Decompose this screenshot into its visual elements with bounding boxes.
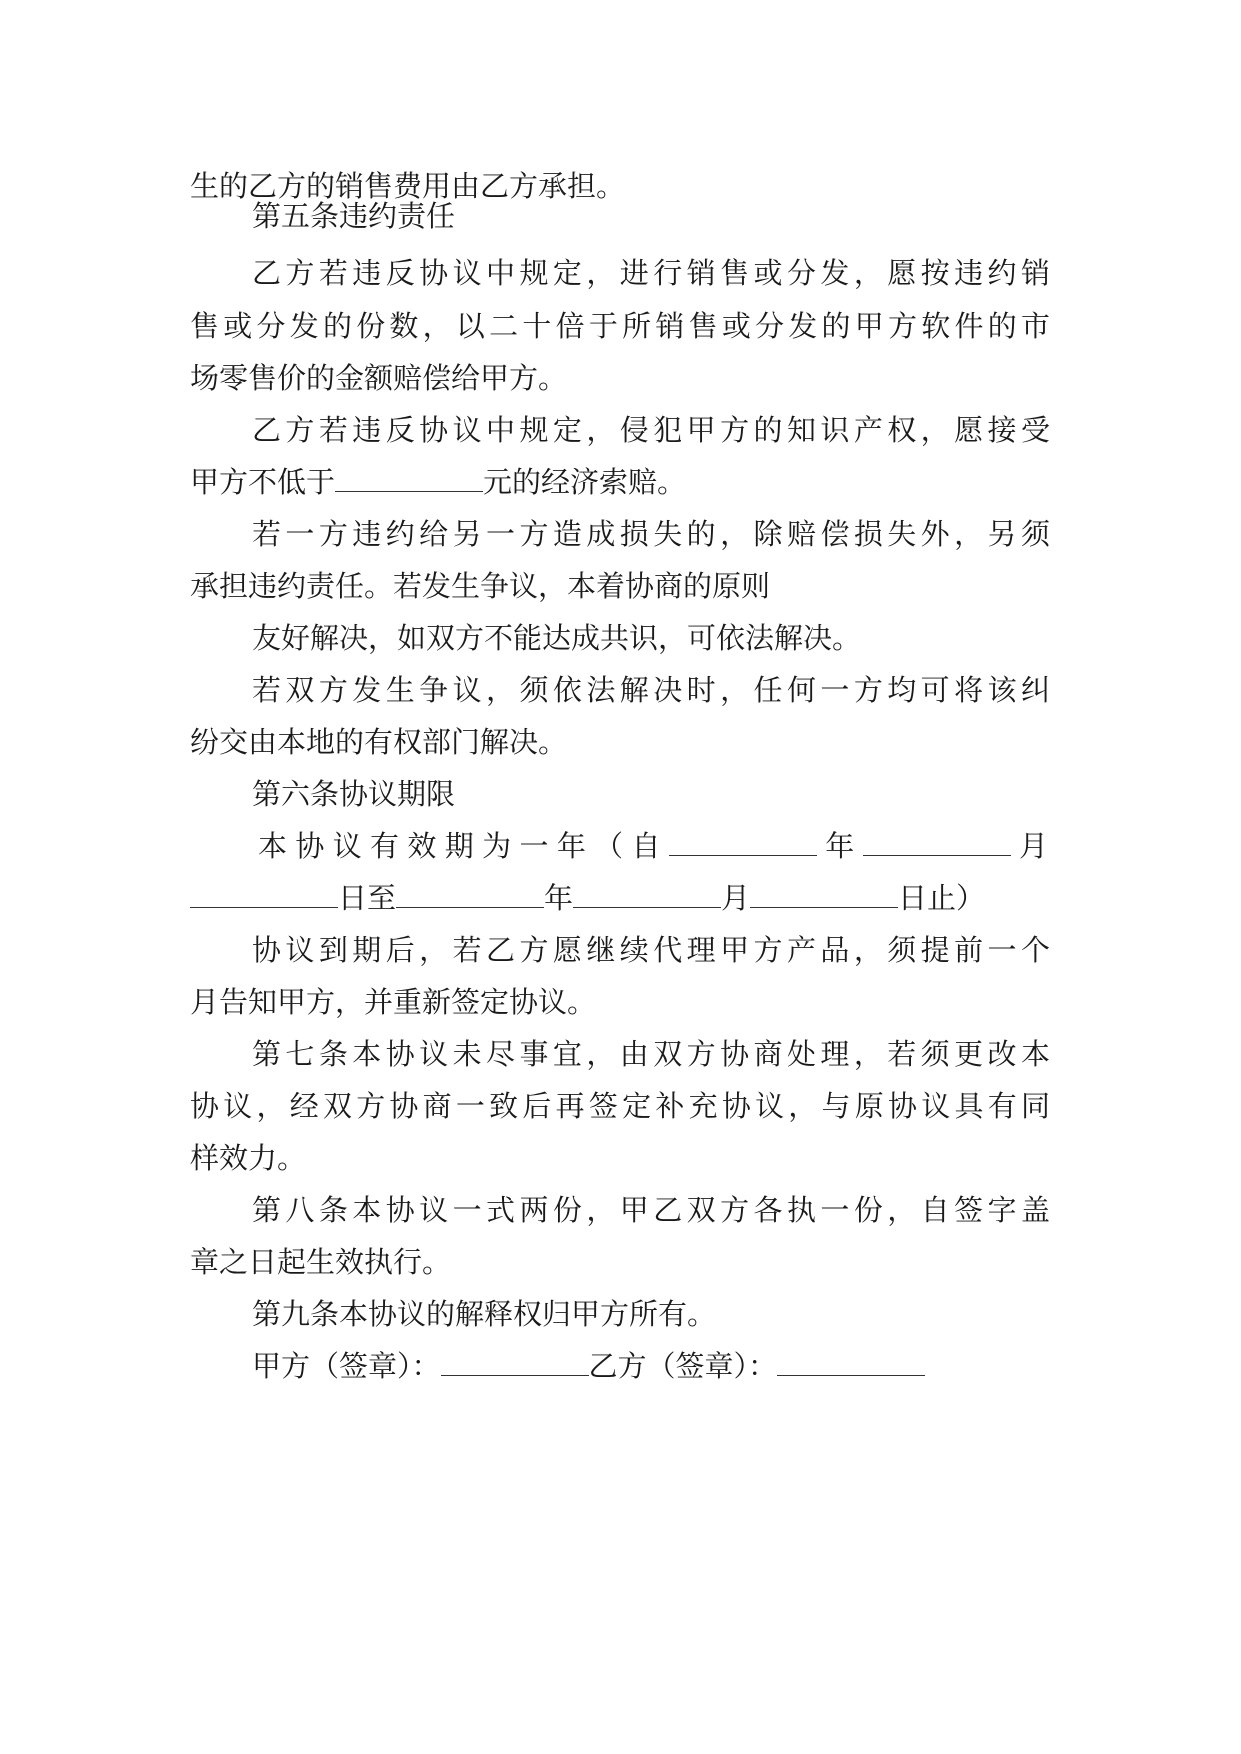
paragraph-line: 协议，经双方协商一致后再签定补充协议，与原协议具有同 (190, 1089, 1050, 1123)
section-heading: 第五条违约责任 (252, 199, 456, 233)
section-heading: 第六条协议期限 (252, 777, 456, 811)
paragraph-line: 协议到期后，若乙方愿继续代理甲方产品，须提前一个 (252, 933, 1050, 967)
paragraph-line: 乙方若违反协议中规定，侵犯甲方的知识产权，愿接受 (252, 413, 1050, 447)
paragraph-line: 承担违约责任。若发生争议，本着协商的原则 (190, 569, 771, 603)
paragraph-line: 售或分发的份数，以二十倍于所销售或分发的甲方软件的市 (190, 309, 1050, 343)
party-a-signature-label: 甲方（签章）： (252, 1349, 441, 1383)
party-b-signature-blank[interactable] (777, 1353, 925, 1376)
paragraph-line: 第九条本协议的解释权归甲方所有。 (252, 1297, 717, 1331)
paragraph-line: 日至 年 月 日止） (190, 878, 1050, 918)
paragraph-line: 友好解决，如双方不能达成共识，可依法解决。 (252, 621, 862, 655)
paragraph-line: 甲方不低于 元的经济索赔。 (190, 465, 687, 499)
paragraph-line: 第七条本协议未尽事宜，由双方协商处理，若须更改本 (252, 1037, 1050, 1071)
paragraph-line: 若双方发生争议，须依法解决时，任何一方均可将该纠 (252, 673, 1050, 707)
fill-in-blank[interactable] (669, 833, 817, 856)
fill-in-blank[interactable] (396, 885, 544, 908)
party-b-signature-label: 乙方（签章）： (588, 1349, 778, 1383)
paragraph-line: 第八条本协议一式两份，甲乙双方各执一份，自签字盖 (252, 1193, 1050, 1227)
fill-in-blank[interactable] (573, 885, 721, 908)
fill-in-blank[interactable] (750, 885, 898, 908)
fill-in-blank[interactable] (190, 885, 338, 908)
paragraph-line: 乙方若违反协议中规定，进行销售或分发，愿按违约销 (252, 256, 1050, 290)
party-a-signature-blank[interactable] (441, 1353, 589, 1376)
fill-in-blank[interactable] (863, 833, 1011, 856)
paragraph-line: 样效力。 (190, 1141, 307, 1175)
paragraph-line: 生的乙方的销售费用由乙方承担。 (190, 169, 626, 203)
signature-line (252, 1346, 1050, 1386)
fill-in-blank[interactable] (335, 469, 483, 492)
paragraph-line: 纷交由本地的有权部门解决。 (190, 725, 568, 759)
paragraph-line: 场零售价的金额赔偿给甲方。 (190, 361, 568, 395)
paragraph-line: 若一方违约给另一方造成损失的，除赔偿损失外，另须 (252, 517, 1050, 551)
paragraph-line: 月告知甲方，并重新签定协议。 (190, 985, 597, 1019)
paragraph-line: 本协议有效期为一年（自 年 月 (258, 829, 1048, 863)
paragraph-line: 章之日起生效执行。 (190, 1245, 452, 1279)
